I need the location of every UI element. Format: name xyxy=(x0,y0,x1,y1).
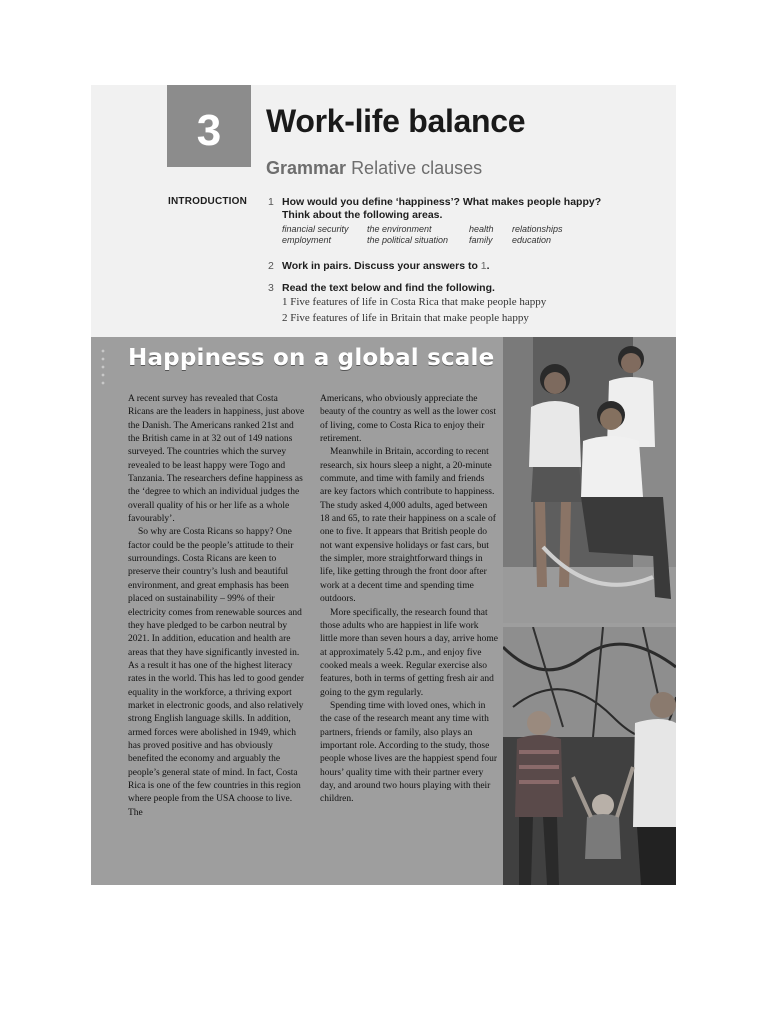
article-title: Happiness on a global scale xyxy=(128,345,495,371)
article-panel xyxy=(91,337,676,885)
question-2-text: Work in pairs. Discuss your answers to xyxy=(282,260,478,272)
find-item-1: 1 Five features of life in Costa Rica that make people happy xyxy=(282,296,547,308)
question-1-line-2: Think about the following areas. xyxy=(282,209,443,221)
area-item: relationships xyxy=(512,224,563,234)
question-1-line-1: How would you define ‘happiness’? What makes people happy? xyxy=(282,196,602,208)
paragraph: A recent survey has revealed that Costa Ricans are the leaders in happiness, just above the Danish. The Americans ranked 21st and the British came in at 32 out of 149 nations surveyed. The countries which the survey revealed to be least happy were Togo and Tanzania. The researchers define happiness as the ‘degree to which an individual judges the overall quality of his or her life as a whole favourably’. xyxy=(128,394,305,525)
question-2: Work in pairs. Discuss your answers to 1. xyxy=(282,260,490,272)
grammar-subtitle xyxy=(266,158,482,179)
unit-number-box xyxy=(167,85,251,167)
question-1-number: 1 xyxy=(268,196,274,208)
area-item: family xyxy=(469,235,493,245)
unit-title: Work-life balance xyxy=(266,103,526,139)
question-2-number: 2 xyxy=(268,260,274,272)
paragraph: So why are Costa Ricans so happy? One factor could be the people’s attitude to their surroundings. Costa Ricans are keen to preserve their country’s lush and beautiful environment, and great emphasis has been placed on sustainability – 99% of their electricity comes from renewable sources and they have pledged to be carbon neutral by 2021. In addition, education and health are areas that they have significantly invested in. As a result it has one of the highest literacy rates in the world. This has led to good gender equality in the workforce, a thriving export market in electronic goods, and also relatively strong English language skills. In addition, armed forces were abolished in 1949, which has proved positive and has obviously benefited the economy and arguably the people’s general state of mind. In fact, Costa Rica is one of the few countries in this region where people from the USA choose to live. The xyxy=(128,527,305,818)
photo-family-outdoors xyxy=(503,627,676,885)
paragraph: Spending time with loved ones, which in the case of the research meant any time with partners, friends or family, also plays an important role. According to the study, those people whose lives are the happiest spend four hours’ quality time with their partner every day, and around two hours playing with their children. xyxy=(320,700,498,805)
question-3-text: Read the text below and find the following. xyxy=(282,282,495,294)
grammar-label: Grammar xyxy=(266,158,347,178)
area-item: the environment xyxy=(367,224,432,234)
unit-number: 3 xyxy=(196,106,222,155)
grammar-topic: Relative clauses xyxy=(351,158,483,178)
question-3-number: 3 xyxy=(268,282,274,294)
find-item-2: 2 Five features of life in Britain that make people happy xyxy=(282,312,529,324)
areas-list xyxy=(282,224,582,250)
area-item: education xyxy=(512,235,552,245)
area-item: the political situation xyxy=(367,235,449,245)
article-column-1 xyxy=(128,393,306,820)
area-item: financial security xyxy=(282,224,349,234)
textbook-page xyxy=(91,85,676,885)
paragraph: Americans, who obviously appreciate the beauty of the country as well as the lower cost of living, come to Costa Rica to enjoy their retirement. xyxy=(320,394,496,445)
paragraph: More specifically, the research found that those adults who are happiest in life work little more than seven hours a day, arrive home at approximately 5.42 p.m., and enjoy five cooked meals a week. Regular exercise also features, both in terms of getting fresh air and going to the gym regularly. xyxy=(320,607,498,698)
area-item: employment xyxy=(282,235,332,245)
introduction-label: INTRODUCTION xyxy=(168,196,248,207)
area-item: health xyxy=(469,224,494,234)
decorative-dots xyxy=(91,337,113,885)
question-2-reference: 1 xyxy=(480,260,487,272)
photo-three-women xyxy=(503,337,676,623)
paragraph: Meanwhile in Britain, according to recent research, six hours sleep a night, a 20-minute commute, and time with family and friends are key factors which contribute to happiness. The study asked 4,000 adults, aged between 18 and 65, to rate their happiness on a scale of one to five. It appears that British people do not want expensive holidays or fast cars, but the simpler, more straightforward things in life, like getting through the front door after work at a decent time and spending time outdoors. xyxy=(320,447,496,605)
article-column-2 xyxy=(320,393,498,807)
